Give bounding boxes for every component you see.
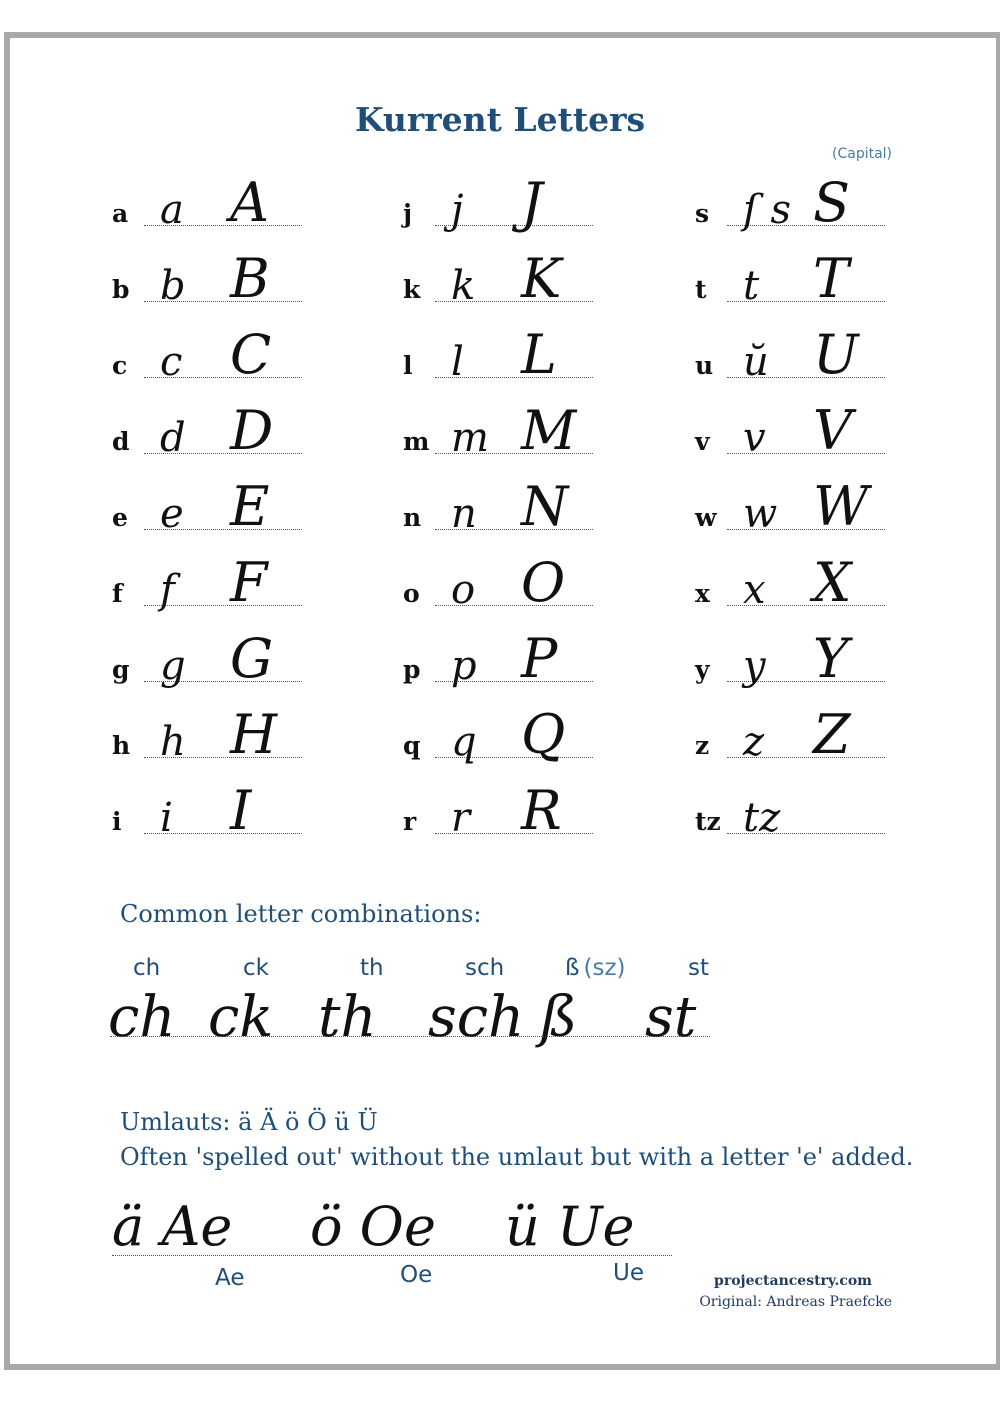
script-lowercase: ŭ: [743, 339, 769, 385]
script-capital: A: [230, 171, 269, 234]
script-lowercase: g: [160, 643, 186, 689]
umlaut-script: ü Ue: [505, 1195, 635, 1258]
script-lowercase: p: [451, 643, 477, 689]
script-lowercase: t: [743, 263, 760, 309]
letter-label: s: [695, 199, 710, 228]
script-lowercase: h: [160, 719, 186, 765]
letter-row-9: [403, 170, 593, 234]
combo-script: th: [318, 985, 377, 1050]
script-capital: F: [230, 551, 268, 614]
combo-label-text: ck: [243, 955, 269, 981]
script-capital: S: [813, 171, 850, 234]
combo-label-sub: (sz): [583, 955, 626, 981]
combo-label: [688, 955, 713, 981]
combo-label-text: sch: [465, 955, 505, 981]
script-capital: N: [521, 475, 569, 538]
umlaut-baseline: [112, 1255, 672, 1256]
script-lowercase: tz: [743, 795, 781, 841]
combinations-heading: Common letter combinations:: [120, 900, 482, 928]
script-capital: V: [813, 399, 852, 462]
script-capital: E: [230, 475, 270, 538]
script-capital: D: [230, 399, 274, 462]
script-capital: J: [521, 171, 543, 234]
script-capital: O: [521, 551, 566, 614]
letter-row-16: [403, 702, 593, 766]
letter-label: n: [403, 503, 422, 532]
letter-label: d: [112, 427, 130, 456]
combo-label-text: th: [360, 955, 384, 981]
letter-row-20: [695, 322, 885, 386]
script-lowercase: w: [743, 491, 778, 537]
script-lowercase: r: [451, 795, 471, 841]
script-capital: I: [230, 779, 252, 842]
combo-label-text: ch: [133, 955, 161, 981]
letter-row-26: [695, 778, 885, 841]
letter-row-11: [403, 322, 593, 386]
letter-label: i: [112, 807, 122, 836]
letter-label: k: [403, 275, 421, 304]
script-lowercase: d: [160, 415, 186, 461]
script-capital: X: [813, 551, 852, 614]
letter-row-24: [695, 626, 885, 690]
script-capital: C: [230, 323, 272, 386]
site-name: projectancestry.com: [714, 1273, 872, 1289]
letter-label: l: [403, 351, 413, 380]
script-capital: H: [230, 703, 278, 766]
combo-script: ch: [108, 985, 176, 1050]
combo-label: [360, 955, 388, 981]
letter-row-23: [695, 550, 885, 614]
letter-row-13: [403, 474, 593, 538]
script-capital: M: [521, 399, 577, 462]
combo-label: [565, 955, 626, 981]
letter-label: z: [695, 731, 710, 760]
letter-row-8: [112, 778, 302, 842]
letter-label: r: [403, 807, 417, 836]
letter-label: b: [112, 275, 130, 304]
script-lowercase: y: [743, 643, 766, 689]
script-lowercase: l: [451, 339, 464, 385]
letter-label: c: [112, 351, 128, 380]
letter-label: p: [403, 655, 421, 684]
combo-script: ck: [208, 985, 274, 1050]
script-lowercase: n: [451, 491, 477, 537]
script-capital: Z: [813, 703, 851, 766]
letter-row-18: [695, 170, 885, 234]
letter-row-19: [695, 246, 885, 310]
letter-row-10: [403, 246, 593, 310]
script-lowercase: z: [743, 719, 765, 765]
letter-row-3: [112, 398, 302, 462]
combo-label: [465, 955, 508, 981]
script-lowercase: q: [451, 719, 477, 765]
script-lowercase: j: [451, 187, 464, 233]
letter-row-0: [112, 170, 302, 234]
script-capital: B: [230, 247, 270, 310]
script-lowercase: e: [160, 491, 184, 537]
letter-row-22: [695, 474, 885, 538]
combo-label-text: st: [688, 955, 710, 981]
script-lowercase: ſ s: [743, 187, 792, 233]
script-lowercase: c: [160, 339, 183, 385]
script-capital: Q: [521, 703, 566, 766]
umlauts-explanation: Often 'spelled out' without the umlaut but with a letter 'e' added.: [120, 1143, 914, 1171]
letter-label: m: [403, 427, 430, 456]
letter-label: y: [695, 655, 710, 684]
script-lowercase: m: [451, 415, 489, 461]
script-capital: P: [521, 627, 558, 690]
capital-note: (Capital): [832, 146, 893, 162]
letter-row-25: [695, 702, 885, 766]
script-capital: L: [521, 323, 557, 386]
letter-label: w: [695, 503, 717, 532]
letter-label: t: [695, 275, 707, 304]
combo-label-text: ß: [565, 955, 580, 981]
script-lowercase: v: [743, 415, 766, 461]
letter-row-12: [403, 398, 593, 462]
combo-script: ß: [540, 985, 578, 1050]
letter-row-5: [112, 550, 302, 614]
letter-label: j: [403, 199, 413, 228]
letter-label: x: [695, 579, 710, 608]
letter-row-14: [403, 550, 593, 614]
umlauts-line: Umlauts: ä Ä ö Ö ü Ü: [120, 1108, 378, 1136]
page-title: Kurrent Letters: [354, 100, 646, 139]
combo-script: sch: [428, 985, 525, 1050]
letter-label: f: [112, 579, 123, 608]
umlaut-caption: Ue: [613, 1260, 644, 1286]
letter-row-6: [112, 626, 302, 690]
script-lowercase: b: [160, 263, 186, 309]
script-capital: R: [521, 779, 562, 842]
letter-row-1: [112, 246, 302, 310]
letter-label: v: [695, 427, 710, 456]
umlaut-script: ö Oe: [310, 1195, 436, 1258]
letter-row-17: [403, 778, 593, 842]
umlaut-caption: Ae: [215, 1265, 245, 1291]
combinations-baseline: [110, 1036, 710, 1037]
letter-label: h: [112, 731, 131, 760]
script-lowercase: x: [743, 567, 766, 613]
letter-label: u: [695, 351, 714, 380]
letter-row-21: [695, 398, 885, 462]
script-capital: U: [813, 323, 859, 386]
letter-label: e: [112, 503, 128, 532]
letter-row-7: [112, 702, 302, 766]
letter-label: tz: [695, 807, 721, 836]
combo-script: st: [645, 985, 697, 1050]
combo-label: [243, 955, 273, 981]
letter-row-4: [112, 474, 302, 538]
script-lowercase: i: [160, 795, 173, 841]
script-capital: K: [521, 247, 562, 310]
letter-label: a: [112, 199, 129, 228]
letter-row-15: [403, 626, 593, 690]
letter-row-2: [112, 322, 302, 386]
combo-label: [133, 955, 164, 981]
letter-label: q: [403, 731, 421, 760]
script-lowercase: k: [451, 263, 476, 309]
umlaut-caption: Oe: [400, 1262, 433, 1288]
umlaut-script: ä Ae: [112, 1195, 233, 1258]
credit-line: Original: Andreas Praefcke: [699, 1294, 892, 1310]
script-capital: G: [230, 627, 274, 690]
script-lowercase: a: [160, 187, 184, 233]
script-lowercase: o: [451, 567, 476, 613]
script-capital: W: [813, 475, 869, 538]
script-capital: T: [813, 247, 850, 310]
script-lowercase: f: [160, 567, 175, 613]
letter-label: g: [112, 655, 130, 684]
script-capital: Y: [813, 627, 849, 690]
letter-label: o: [403, 579, 420, 608]
